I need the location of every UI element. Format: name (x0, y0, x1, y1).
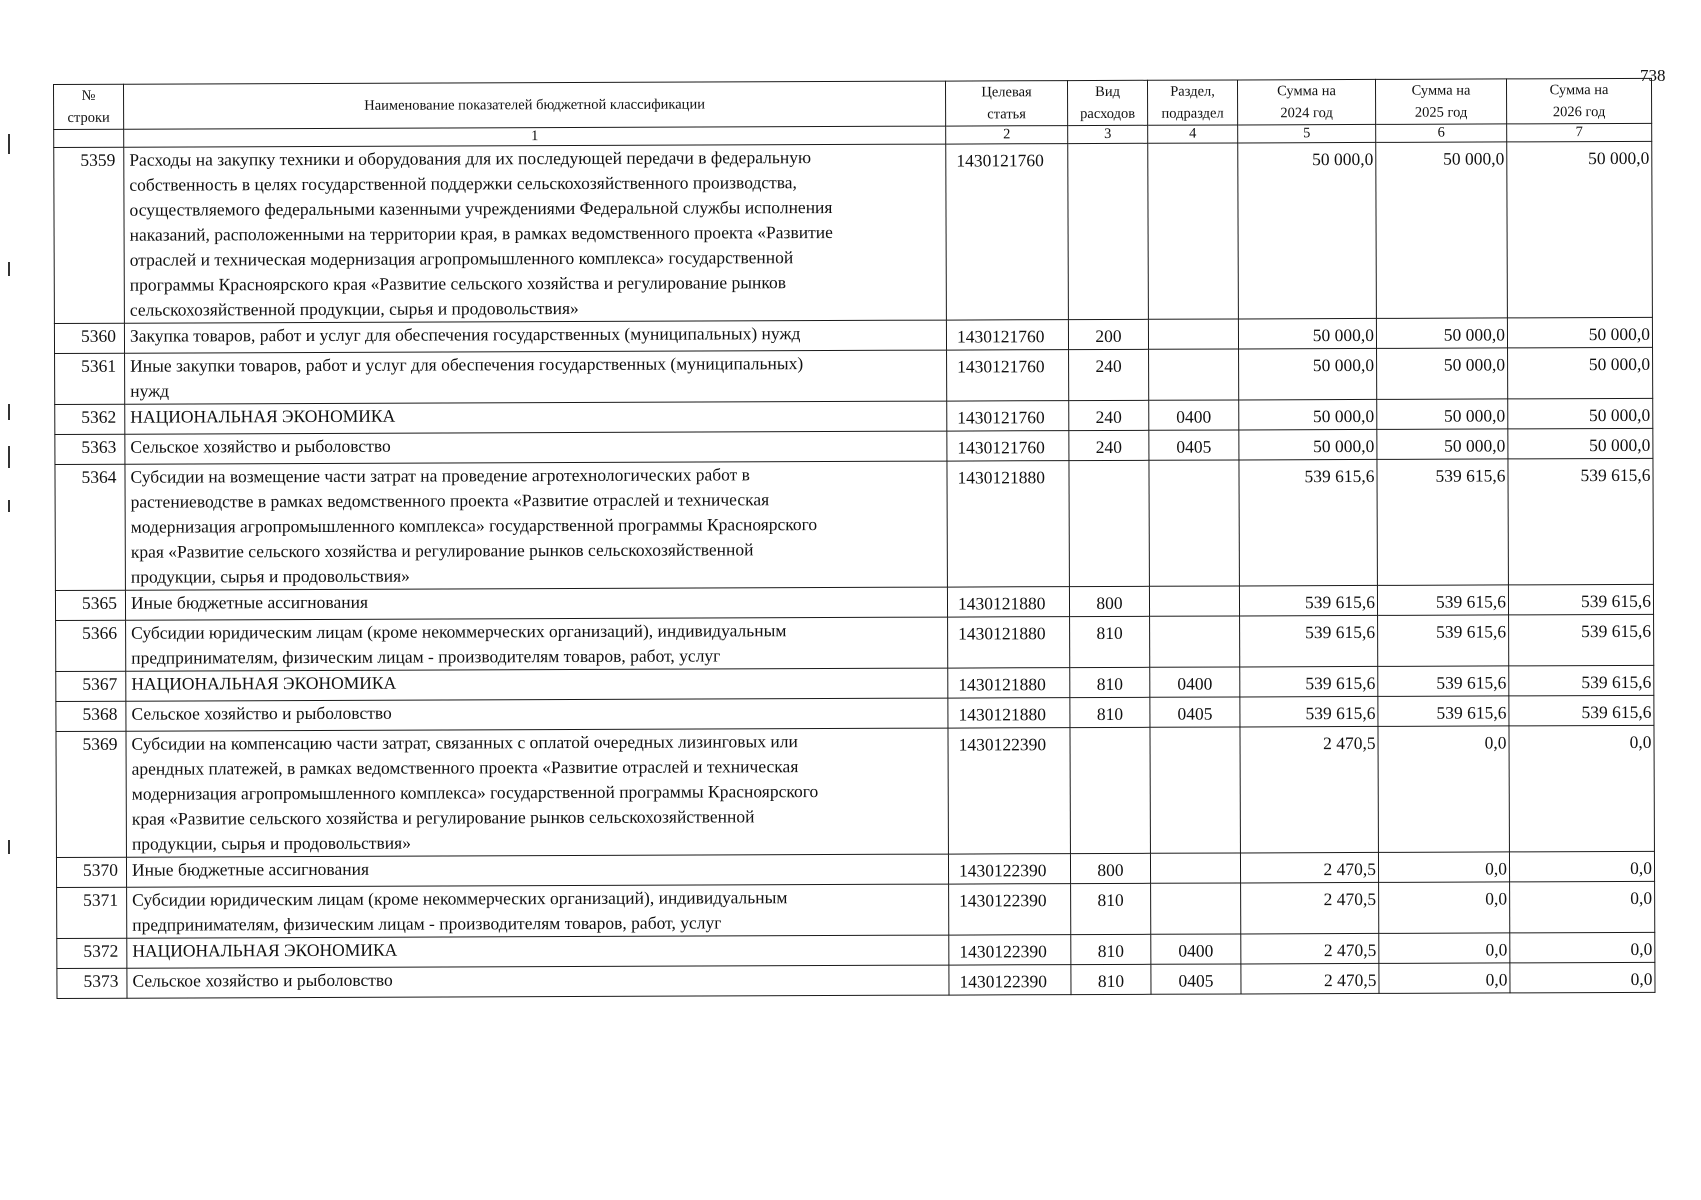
row-target-article-cell-text: 1430121760 (957, 407, 1045, 428)
row-expense-type-cell (1071, 883, 1151, 934)
row-target-article-cell (949, 965, 1071, 995)
row-sum-2024-cell (1240, 615, 1378, 667)
row-name-cell (127, 884, 949, 938)
row-target-article-cell-text: 1430122390 (958, 734, 1047, 755)
row-expense-type-cell (1070, 667, 1150, 697)
row-section-cell (1150, 667, 1240, 697)
row-name-cell-text: НАЦИОНАЛЬНАЯ ЭКОНОМИКА (131, 672, 397, 694)
row-sum-2026-cell-text: 50 000,0 (1588, 353, 1651, 375)
row-expense-type-cell-text: 240 (1095, 406, 1122, 427)
row-name-cell-text: Расходы на закупку техники и оборудования для их последующей передачи в федеральную собственность в целях государственной поддержки сельскохозяйственного производства, осуществляемого федеральными казенными учреждениями Федеральной службы исполнения наказаний, расположенными на территории края, в рамках ведомственного проекта «Развитие отраслей и техническая модернизация агропромышленного комплекса» государственной программы Красноярского края «Развитие сельского хозяйства и регулирование рынков сельскохозяйственной продукции, сырья и продовольствия» (129, 147, 833, 320)
row-sum-2024-cell (1239, 585, 1377, 616)
row-sum-2026-cell-text: 0,0 (1630, 968, 1653, 989)
row-sum-2024-cell (1238, 142, 1377, 319)
row-sum-2024-cell-text: 50 000,0 (1312, 354, 1375, 376)
row-number-cell: 5362 (55, 404, 125, 434)
row-sum-2026-cell-text: 539 615,6 (1581, 671, 1652, 693)
row-section-cell (1149, 586, 1239, 616)
row-name-cell (127, 935, 949, 968)
row-sum-2024-cell (1240, 852, 1378, 883)
row-sum-2024-cell (1239, 429, 1377, 460)
column-number: 2 (946, 126, 1068, 144)
row-expense-type-cell (1071, 934, 1151, 964)
scan-mark (8, 446, 10, 468)
row-sum-2024-cell-text: 2 470,5 (1323, 732, 1376, 754)
row-number-cell: 5361 (55, 353, 125, 404)
row-expense-type-cell-text: 240 (1095, 436, 1123, 457)
row-expense-type-cell (1068, 319, 1148, 349)
row-sum-2025-cell-text: 0,0 (1485, 888, 1508, 909)
row-sum-2026-cell (1508, 428, 1653, 459)
row-sum-2025-cell-text: 0,0 (1485, 858, 1508, 879)
row-target-article-cell-text: 1430121880 (957, 593, 1046, 614)
header-sum-2024: Сумма на 2024 год (1237, 79, 1375, 125)
row-name-cell (126, 854, 948, 887)
row-target-article-cell (949, 884, 1071, 935)
row-number-cell: 5363 (55, 434, 125, 464)
row-section-cell (1150, 727, 1240, 853)
row-number-cell: 5373 (57, 968, 127, 998)
row-sum-2025-cell (1376, 142, 1508, 319)
row-target-article-cell (947, 461, 1069, 587)
row-sum-2025-cell (1379, 882, 1510, 934)
row-name-cell (126, 698, 948, 731)
row-name-cell (124, 320, 946, 353)
row-sum-2026-cell (1509, 695, 1654, 726)
row-target-article-cell (946, 144, 1069, 320)
row-target-article-cell-text: 1430121880 (958, 674, 1046, 695)
scan-mark (8, 404, 10, 420)
scan-mark (8, 134, 10, 154)
row-sum-2026-cell (1509, 851, 1654, 882)
row-expense-type-cell (1068, 143, 1149, 319)
row-name-cell-text: Субсидии юридическим лицам (кроме некоммерческих организаций), индивидуальным предпринимателям, физическим лицам - производителям товаров, работ, услуг (131, 620, 787, 668)
column-number (54, 129, 124, 147)
row-name-cell (127, 965, 949, 998)
row-number-cell: 5369 (56, 731, 126, 857)
row-sum-2026-cell (1509, 665, 1654, 696)
row-sum-2024-cell-text: 539 615,6 (1305, 621, 1376, 643)
row-sum-2026-cell (1510, 932, 1655, 963)
row-target-article-cell (948, 668, 1070, 698)
row-target-article-cell-text: 1430122390 (959, 971, 1047, 992)
row-sum-2025-cell-text: 0,0 (1484, 732, 1507, 753)
row-target-article-cell-text: 1430121760 (956, 326, 1045, 347)
row-sum-2025-cell (1378, 726, 1509, 853)
row-target-article-cell-text: 1430121880 (958, 704, 1046, 725)
row-section-cell (1151, 883, 1241, 934)
row-sum-2025-cell-text: 50 000,0 (1443, 148, 1505, 169)
row-name-cell-text: Субсидии на компенсацию части затрат, связанных с оплатой очередных лизинговых или арендных платежей, в рамках ведомственного проекта «Развитие отраслей и техническая модернизация агропромышленного комплекса» государственной программы Красноярского края «Развитие сельского хозяйства и регулирование рынков сельскохозяйственной продукции, сырья и продовольствия» (131, 731, 819, 854)
row-expense-type-cell-text: 240 (1095, 355, 1122, 376)
row-number-cell: 5371 (57, 887, 127, 938)
row-sum-2026-cell-text: 0,0 (1630, 938, 1653, 959)
column-number: 5 (1238, 124, 1376, 143)
row-sum-2026-cell (1508, 458, 1653, 585)
row-name-cell-text: Сельское хозяйство и рыболовство (132, 969, 393, 991)
row-target-article-cell (946, 320, 1068, 350)
row-section-cell (1149, 349, 1239, 400)
row-sum-2026-cell-text: 539 615,6 (1580, 464, 1651, 486)
row-sum-2024-cell-text: 539 615,6 (1305, 672, 1376, 694)
table-header (54, 78, 1652, 147)
row-sum-2025-cell (1377, 399, 1508, 430)
row-target-article-cell (948, 698, 1070, 728)
row-section-cell (1148, 143, 1239, 319)
row-target-article-cell-text: 1430122390 (959, 890, 1047, 911)
row-sum-2026-cell-text: 539 615,6 (1581, 620, 1652, 642)
row-sum-2025-cell (1379, 963, 1510, 994)
row-target-article-cell-text: 1430121760 (957, 437, 1045, 458)
row-sum-2024-cell-text: 50 000,0 (1313, 435, 1375, 457)
row-sum-2026-cell (1508, 398, 1653, 429)
column-number: 7 (1507, 123, 1652, 142)
row-target-article-cell-text: 1430121760 (956, 150, 1044, 171)
header-expense-type: Вид расходов (1067, 80, 1147, 125)
row-sum-2026-cell-text: 0,0 (1630, 887, 1653, 908)
row-target-article-cell-text: 1430121760 (957, 356, 1045, 377)
row-number-cell: 5364 (55, 464, 125, 590)
row-expense-type-cell (1069, 400, 1149, 430)
row-name-cell-text: Сельское хозяйство и рыболовство (130, 435, 391, 457)
header-row (54, 78, 1652, 129)
row-section-cell (1151, 964, 1241, 994)
row-target-article-cell (948, 854, 1070, 884)
row-section-cell (1149, 430, 1239, 460)
row-expense-type-cell (1070, 697, 1150, 727)
row-expense-type-cell (1070, 616, 1150, 667)
row-target-article-cell (947, 350, 1069, 401)
row-target-article-cell (947, 401, 1069, 431)
row-sum-2024-cell (1240, 726, 1378, 853)
row-sum-2025-cell (1378, 696, 1509, 727)
row-sum-2026-cell-text: 50 000,0 (1588, 147, 1650, 169)
row-sum-2024-cell (1239, 459, 1377, 586)
row-sum-2026-cell-text: 539 615,6 (1581, 701, 1652, 723)
row-sum-2025-cell-text: 50 000,0 (1443, 405, 1506, 426)
row-section-cell-text: 0405 (1176, 436, 1212, 457)
row-sum-2026-cell-text: 0,0 (1629, 731, 1652, 752)
row-sum-2024-cell-text: 2 470,5 (1323, 858, 1377, 880)
row-sum-2024-cell-text: 539 615,6 (1304, 465, 1375, 487)
row-sum-2025-cell-text: 0,0 (1485, 939, 1508, 960)
row-target-article-cell (948, 617, 1070, 668)
column-number: 3 (1068, 125, 1148, 143)
header-target-article: Целевая статья (945, 81, 1067, 126)
row-expense-type-cell-text: 800 (1097, 859, 1124, 880)
row-sum-2025-cell-text: 50 000,0 (1443, 354, 1506, 375)
row-sum-2024-cell (1238, 318, 1376, 349)
row-number-cell: 5360 (54, 323, 124, 353)
row-expense-type-cell (1069, 586, 1149, 616)
row-section-cell-text: 0400 (1177, 673, 1213, 694)
row-sum-2024-cell-text: 50 000,0 (1312, 148, 1374, 170)
row-sum-2024-cell (1239, 399, 1377, 430)
header-name: Наименование показателей бюджетной классификации (124, 81, 946, 129)
row-target-article-cell (948, 728, 1070, 854)
row-sum-2024-cell (1240, 666, 1378, 697)
row-sum-2025-cell (1377, 348, 1508, 400)
row-name-cell-text: Субсидии юридическим лицам (кроме некоммерческих организаций), индивидуальным предпринимателям, физическим лицам - производителям товаров, работ, услуг (132, 887, 788, 935)
row-target-article-cell-text: 1430122390 (959, 941, 1047, 962)
row-sum-2025-cell-text: 50 000,0 (1443, 324, 1506, 345)
row-expense-type-cell-text: 200 (1095, 325, 1122, 346)
row-section-cell (1150, 697, 1240, 727)
column-number: 4 (1148, 125, 1238, 143)
row-expense-type-cell (1070, 727, 1150, 853)
row-sum-2025-cell-text: 0,0 (1485, 969, 1508, 990)
row-sum-2024-cell (1241, 963, 1379, 994)
row-name-cell (126, 617, 948, 671)
row-section-cell-text: 0405 (1178, 970, 1214, 991)
header-sum-2025: Сумма на 2025 год (1375, 79, 1506, 125)
row-expense-type-cell-text: 810 (1097, 889, 1124, 910)
row-name-cell (125, 461, 947, 590)
row-sum-2026-cell (1510, 881, 1655, 933)
column-number: 6 (1376, 124, 1507, 143)
row-sum-2024-cell-text: 50 000,0 (1312, 324, 1375, 346)
row-sum-2024-cell-text: 50 000,0 (1312, 405, 1375, 427)
row-name-cell (124, 144, 947, 323)
row-sum-2026-cell (1509, 614, 1654, 666)
header-row-number: № строки (54, 84, 124, 129)
row-number-cell: 5372 (57, 938, 127, 968)
row-name-cell (125, 431, 947, 464)
row-sum-2024-cell (1241, 882, 1379, 934)
row-sum-2026-cell (1507, 141, 1653, 318)
row-sum-2025-cell-text: 539 615,6 (1435, 591, 1507, 612)
row-expense-type-cell (1070, 853, 1150, 883)
row-sum-2026-cell-text: 50 000,0 (1589, 434, 1651, 456)
row-target-article-cell-text: 1430121880 (957, 467, 1046, 488)
row-target-article-cell (947, 587, 1069, 617)
table-row (56, 614, 1654, 671)
table-row (56, 725, 1654, 857)
row-expense-type-cell (1069, 460, 1149, 586)
row-expense-type-cell-text: 810 (1097, 940, 1124, 961)
table-row (55, 347, 1653, 404)
row-sum-2024-cell (1241, 933, 1379, 964)
row-expense-type-cell-text: 810 (1096, 622, 1123, 643)
row-expense-type-cell-text: 810 (1097, 970, 1125, 991)
row-number-cell: 5368 (56, 701, 126, 731)
row-sum-2025-cell (1377, 585, 1508, 616)
row-sum-2025-cell (1379, 933, 1510, 964)
row-expense-type-cell-text: 800 (1096, 592, 1123, 613)
table-row (55, 458, 1653, 590)
row-number-cell: 5370 (56, 857, 126, 887)
scan-mark (8, 500, 10, 512)
row-expense-type-cell-text: 810 (1096, 673, 1123, 694)
row-section-cell (1151, 934, 1241, 964)
row-target-article-cell-text: 1430121880 (958, 623, 1046, 644)
table-row (57, 962, 1655, 998)
row-sum-2026-cell-text: 50 000,0 (1588, 404, 1651, 426)
budget-table (53, 78, 1656, 999)
row-sum-2026-cell (1507, 317, 1652, 348)
row-sum-2024-cell-text: 2 470,5 (1323, 939, 1377, 961)
table-row (57, 881, 1655, 938)
table-body (54, 141, 1655, 998)
row-sum-2026-cell-text: 50 000,0 (1588, 323, 1651, 345)
row-section-cell-text: 0405 (1177, 703, 1213, 724)
row-name-cell (125, 401, 947, 434)
row-name-cell-text: Сельское хозяйство и рыболовство (131, 702, 392, 724)
row-name-cell-text: Иные закупки товаров, работ и услуг для обеспечения государственных (муниципальных) нужд (130, 353, 804, 401)
column-number: 1 (124, 126, 946, 147)
row-name-cell-text: НАЦИОНАЛЬНАЯ ЭКОНОМИКА (130, 405, 396, 427)
row-sum-2024-cell (1240, 696, 1378, 727)
row-sum-2026-cell-text: 539 615,6 (1580, 590, 1652, 612)
row-sum-2024-cell-text: 539 615,6 (1304, 591, 1376, 613)
row-number-cell: 5366 (56, 620, 126, 671)
row-target-article-cell (949, 935, 1071, 965)
row-name-cell (125, 350, 947, 404)
row-sum-2025-cell (1378, 615, 1509, 667)
row-expense-type-cell (1069, 349, 1149, 400)
table-row (54, 141, 1653, 323)
row-sum-2025-cell (1377, 429, 1508, 460)
row-section-cell-text: 0400 (1176, 406, 1212, 427)
row-sum-2025-cell-text: 539 615,6 (1435, 465, 1506, 486)
row-expense-type-cell (1071, 964, 1151, 994)
row-sum-2026-cell (1508, 347, 1653, 399)
row-sum-2025-cell (1376, 318, 1507, 349)
row-sum-2025-cell-text: 539 615,6 (1436, 702, 1507, 723)
row-sum-2024-cell-text: 2 470,5 (1323, 888, 1377, 910)
row-name-cell-text: Субсидии на возмещение части затрат на проведение агротехнологических работ в растениеводстве в рамках ведомственного проекта «Развитие отраслей и техническая модернизация агропромышленного комплекса» государственной программы Красноярского края «Развитие сельского хозяйства и регулирование рынков сельскохозяйственной продукции, сырья и продовольствия» (130, 464, 818, 587)
row-sum-2025-cell (1378, 852, 1509, 883)
row-name-cell (126, 728, 948, 857)
row-name-cell-text: Иные бюджетные ассигнования (131, 858, 370, 880)
row-name-cell-text: Иные бюджетные ассигнования (130, 591, 369, 613)
row-name-cell-text: НАЦИОНАЛЬНАЯ ЭКОНОМИКА (132, 939, 398, 961)
row-name-cell-text: Закупка товаров, работ и услуг для обеспечения государственных (муниципальных) нужд (129, 323, 801, 346)
row-number-cell: 5359 (54, 147, 125, 323)
row-target-article-cell (947, 431, 1069, 461)
row-section-cell (1149, 400, 1239, 430)
row-sum-2024-cell-text: 2 470,5 (1323, 969, 1377, 991)
row-sum-2025-cell-text: 50 000,0 (1444, 435, 1506, 456)
row-sum-2025-cell-text: 539 615,6 (1436, 672, 1507, 693)
row-sum-2025-cell (1378, 666, 1509, 697)
row-section-cell (1149, 460, 1239, 586)
scan-mark (8, 840, 10, 854)
header-sum-2026: Сумма на 2026 год (1506, 78, 1651, 124)
row-sum-2024-cell (1239, 348, 1377, 400)
row-target-article-cell-text: 1430122390 (958, 860, 1047, 881)
row-section-cell-text: 0400 (1178, 940, 1214, 961)
row-expense-type-cell (1069, 430, 1149, 460)
row-sum-2026-cell (1508, 584, 1653, 615)
row-sum-2026-cell-text: 0,0 (1630, 857, 1653, 878)
scan-mark (8, 262, 10, 276)
row-sum-2026-cell (1509, 725, 1654, 852)
row-number-cell: 5367 (56, 671, 126, 701)
row-sum-2024-cell-text: 539 615,6 (1305, 702, 1376, 724)
row-section-cell (1150, 853, 1240, 883)
row-section-cell (1148, 319, 1238, 349)
row-expense-type-cell-text: 810 (1096, 703, 1124, 724)
row-name-cell (126, 668, 948, 701)
row-sum-2025-cell (1377, 459, 1508, 586)
header-section: Раздел, подраздел (1147, 80, 1237, 125)
row-sum-2025-cell-text: 539 615,6 (1436, 621, 1507, 642)
row-number-cell: 5365 (55, 590, 125, 620)
row-name-cell (125, 587, 947, 620)
page-number: 738 (1640, 66, 1666, 85)
row-section-cell (1150, 616, 1240, 667)
row-sum-2026-cell (1510, 962, 1655, 993)
